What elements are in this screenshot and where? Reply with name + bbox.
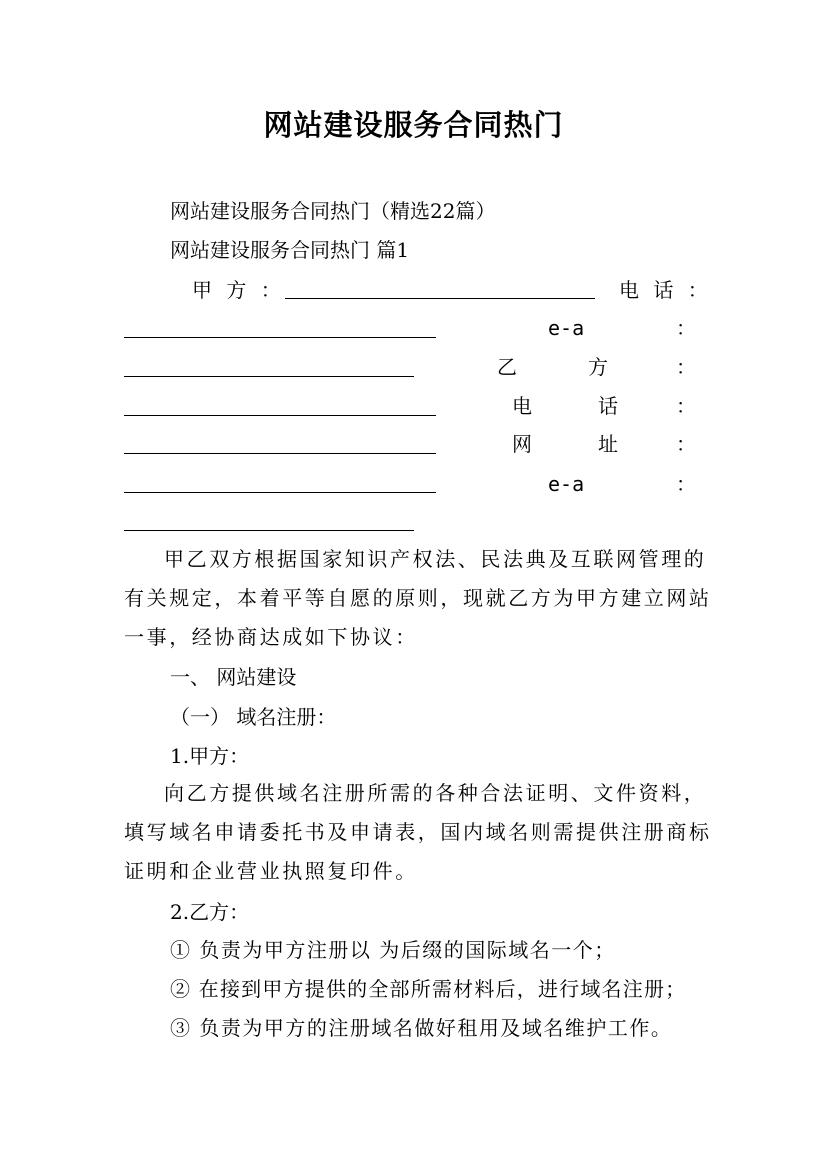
email-label-1: e-a xyxy=(548,316,585,340)
email-1-colon: ： xyxy=(676,316,696,340)
party-a-label: 甲 方 ： xyxy=(192,278,285,302)
email-1-blank xyxy=(124,376,414,377)
heading-1: 一、 网站建设 xyxy=(170,665,297,689)
document-subtitle: 网站建设服务合同热门（精选22篇） xyxy=(170,199,496,223)
party-b-label-char2: 方 xyxy=(588,355,608,379)
item-a-label: 1.甲方： xyxy=(170,744,250,768)
party-b-blank xyxy=(124,415,436,416)
email-2-colon: ： xyxy=(676,472,696,496)
phone-2-colon: ： xyxy=(676,394,696,418)
phone-2-blank xyxy=(124,453,436,454)
item-a-text: 向乙方提供域名注册所需的各种合法证明、文件资料，填写域名申请委托书及申请表，国内域名则需提供注册商标证明和企业营业执照复印件。 xyxy=(124,781,712,883)
website-colon: ： xyxy=(676,432,696,456)
website-label-char2: 址 xyxy=(598,432,618,456)
email-2-blank xyxy=(124,530,414,531)
phone-label-2-char1: 电 xyxy=(512,394,532,418)
website-label-char1: 网 xyxy=(512,432,532,456)
document-title: 网站建设服务合同热门 xyxy=(263,108,564,142)
phone-label-1: 电 话 ： xyxy=(619,278,712,302)
section-heading: 网站建设服务合同热门 篇1 xyxy=(170,238,410,262)
email-label-2: e-a xyxy=(548,472,585,496)
website-blank xyxy=(124,492,436,493)
party-b-label-char1: 乙 xyxy=(497,355,517,379)
list-item: ① 负责为甲方注册以 为后缀的国际域名一个； xyxy=(170,938,616,962)
item-b-label: 2.乙方： xyxy=(170,900,250,924)
party-b-colon: ： xyxy=(676,355,696,379)
phone-1-blank xyxy=(124,337,436,338)
list-item: ② 在接到甲方提供的全部所需材料后，进行域名注册； xyxy=(170,977,687,1001)
party-a-blank xyxy=(285,298,595,299)
list-item: ③ 负责为甲方的注册域名做好租用及域名维护工作。 xyxy=(170,1016,673,1040)
intro-paragraph: 甲乙双方根据国家知识产权法、民法典及互联网管理的有关规定，本着平等自愿的原则，现就乙方为甲方建立网站一事，经协商达成如下协议： xyxy=(124,547,712,649)
phone-label-2-char2: 话 xyxy=(598,394,618,418)
heading-1-1: （一） 域名注册： xyxy=(170,705,337,729)
